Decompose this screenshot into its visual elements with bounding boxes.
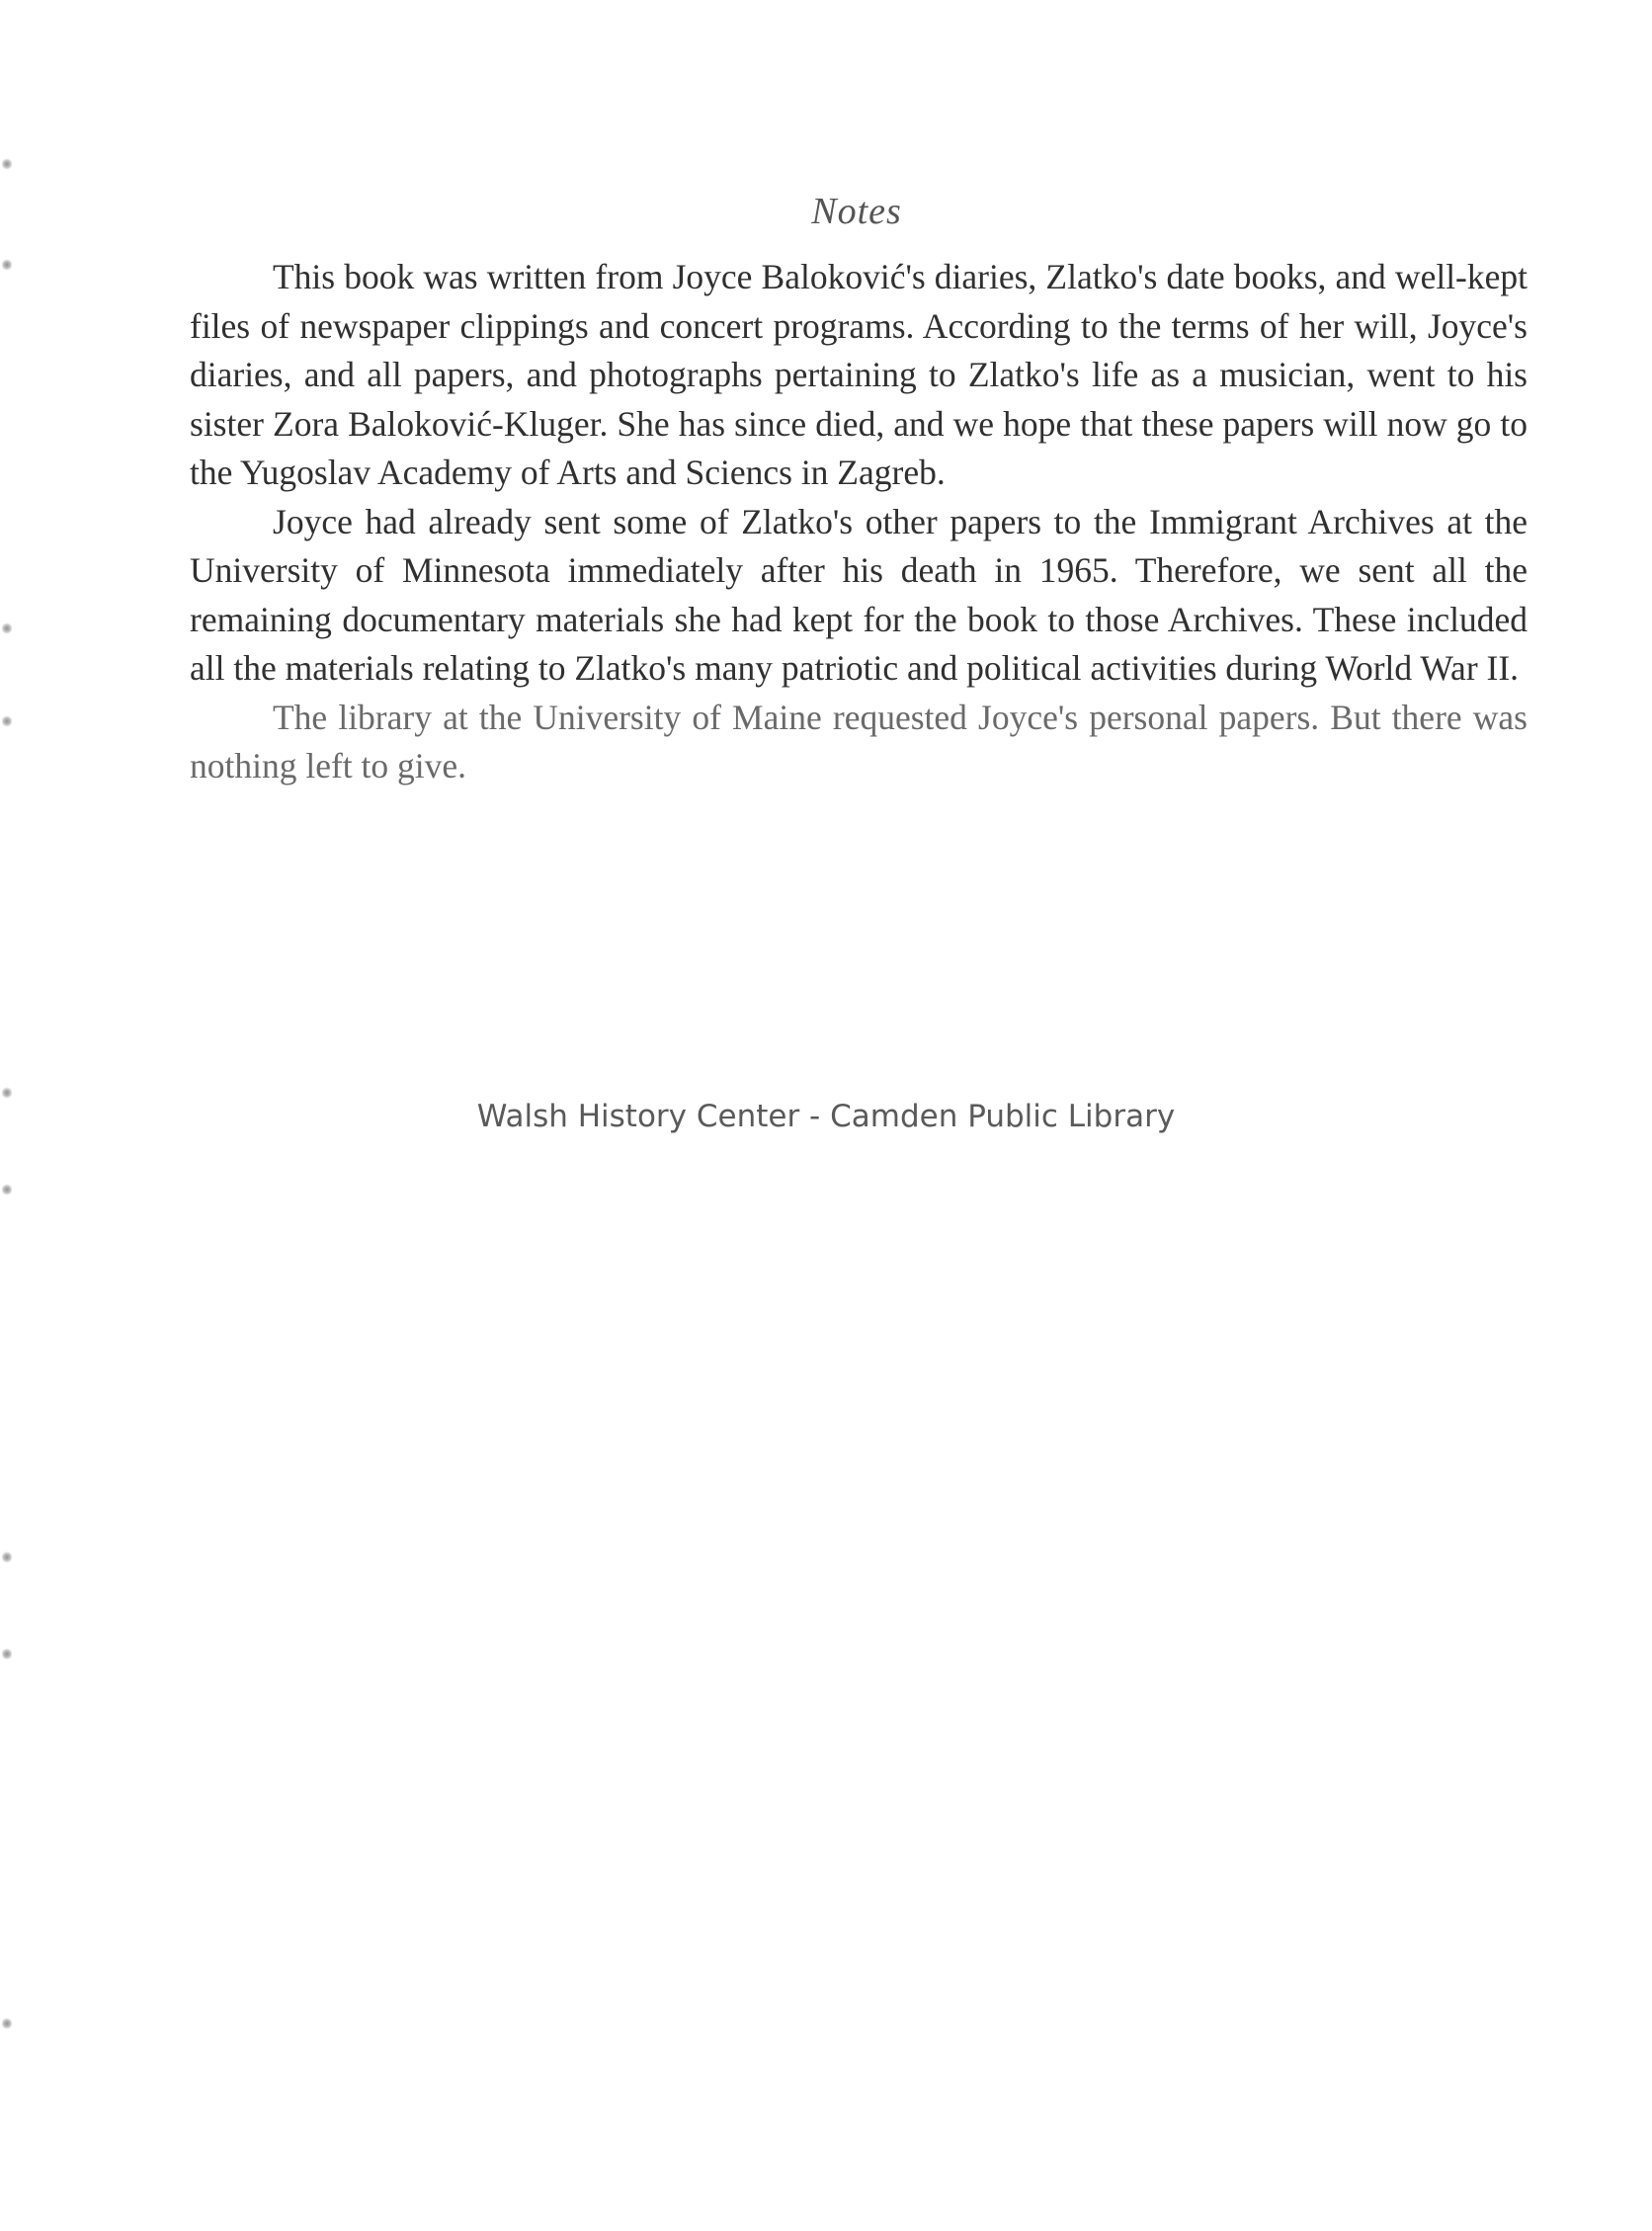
paragraph-3: The library at the University of Maine requested Joyce's personal papers. But there was nothing left to give. bbox=[190, 697, 1528, 785]
paragraph-2: Joyce had already sent some of Zlatko's other papers to the Immigrant Archives at the University of Minnesota immediately after his death in 1965. Therefore, we sent all the remaining documentary materials she had kept for the book to those Archives. These included all the materials relating to Zlatko's many patriotic and political activities during World War II. bbox=[190, 501, 1528, 688]
scan-speck-mark bbox=[2, 1551, 12, 1563]
scan-speck-mark bbox=[2, 1184, 12, 1196]
paragraph-1: This book was written from Joyce Baloković's diaries, Zlatko's date books, and well-kept files of newspaper clippings and concert programs. According to the terms of her will, Joyce's diaries, and all papers, and photographs pertaining to Zlatko's life as a musician, went to his sister Zora Baloković-Kluger. She has since died, and we hope that these papers will now go to the Yugoslav Academy of Arts and Sciencs in Zagreb. bbox=[190, 257, 1528, 492]
scan-speck-mark bbox=[2, 1648, 12, 1660]
scan-speck-mark bbox=[2, 158, 12, 170]
page-title: Notes bbox=[811, 191, 902, 232]
scan-speck-mark bbox=[2, 2018, 12, 2029]
scan-speck-mark bbox=[2, 1087, 12, 1099]
scan-speck-mark bbox=[2, 622, 12, 634]
scan-speck-mark bbox=[2, 715, 12, 727]
library-watermark: Walsh History Center - Camden Public Library bbox=[476, 1099, 1176, 1134]
notes-body bbox=[190, 253, 1528, 791]
scan-speck-mark bbox=[2, 259, 12, 271]
